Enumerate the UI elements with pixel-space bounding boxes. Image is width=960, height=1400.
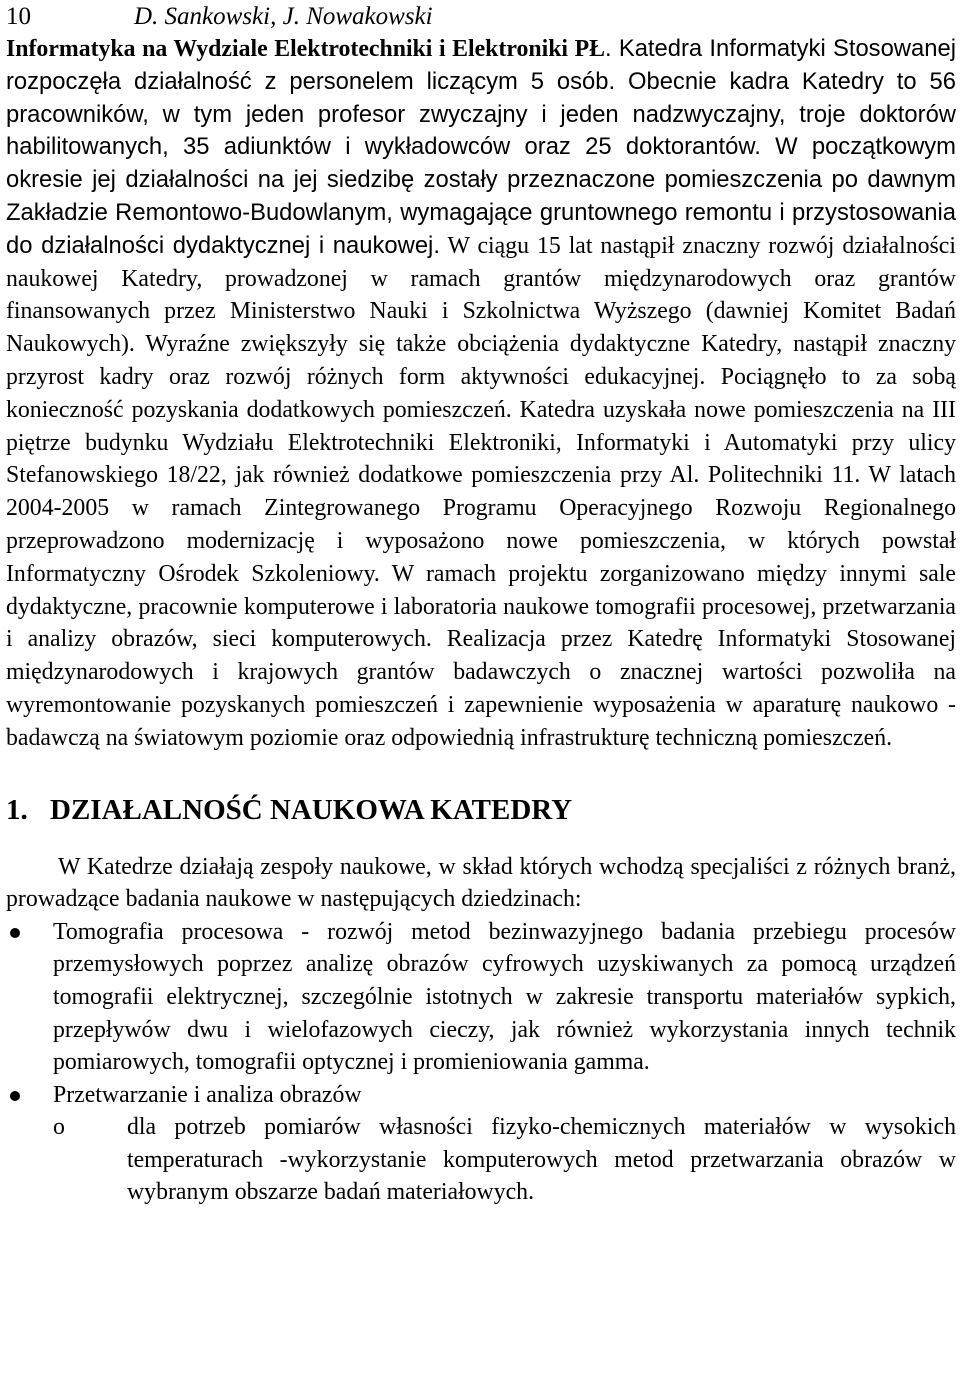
list-item bbox=[6, 916, 956, 1079]
page-header bbox=[6, 0, 956, 33]
intro-sans-text: . Katedra Informatyki Stosowanej rozpoczęła działalność z personelem liczącym 5 osób. Obecnie kadra Katedry to 56 pracowników, w tym jeden profesor zwyczajny i jeden nadzwyczajny, troje doktorów habilitowanych, 35 adiunktów i wykładowców oraz 25 doktorantów. W początkowym okresie jej działalności na jej siedzibę zostały przeznaczone pomieszczenia po dawnym Zakładzie Remontowo-Budowlanym, wymagające gruntownego remontu i przystosowania do działalności dydaktycznej i naukowej. bbox=[6, 35, 956, 259]
intro-serif-text: W ciągu 15 lat nastąpił znaczny rozwój działalności naukowej Katedry, prowadzonej w ramach grantów międzynarodowych oraz grantów finansowanych przez Ministerstwo Nauki i Szkolnictwa Wyższego (dawniej Komitet Badań Naukowych). Wyraźne zwiększyły się także obciążenia dydaktyczne Katedry, nastąpił znaczny przyrost kadry oraz rozwój różnych form aktywności edukacyjnej. Pociągnęło to za sobą konieczność pozyskania dodatkowych pomieszczeń. Katedra uzyskała nowe pomieszczenia na III piętrze budynku Wydziału Elektrotechniki Elektroniki, Informatyki i Automatyki przy ulicy Stefanowskiego 18/22, jak również dodatkowe pomieszczenia przy Al. Politechniki 11. W latach 2004-2005 w ramach Zintegrowanego Programu Operacyjnego Rozwoju Regionalnego przeprowadzono modernizację i wyposażono nowe pomieszczenia, w których powstał Informatyczny Ośrodek Szkoleniowy. W ramach projektu zorganizowano między innymi sale dydaktyczne, pracownie komputerowe i laboratoria naukowe tomografii procesowej, przetwarzania i analizy obrazów, sieci komputerowych. Realizacja przez Katedrę Informatyki Stosowanej międzynarodowych i krajowych grantów badawczych o znacznej wartości pozwoliła na wyremontowanie pozyskanych pomieszczeń i zapewnienie wyposażenia w aparaturę naukowo - badawczą na światowym poziomie oraz odpowiednią infrastrukturę techniczną pomieszczeń. bbox=[6, 232, 956, 751]
list-item bbox=[6, 1079, 956, 1209]
section-number: 1. bbox=[6, 793, 28, 826]
running-head-authors: D. Sankowski, J. Nowakowski bbox=[134, 3, 433, 30]
intro-paragraph bbox=[6, 33, 956, 755]
list-item-text: Tomografia procesowa - rozwój metod bezinwazyjnego badania przebiegu procesów przemysłowych poprzez analizę obrazów cyfrowych uzyskiwanych za pomocą urządzeń tomografii elektrycznej, szczególnie istotnych w zakresie transportu materiałów sypkich, przepływów dwu i wielofazowych cieczy, jak również wykorzystania innych technik pomiarowych, tomografii optycznej i promieniowania gamma. bbox=[53, 918, 956, 1076]
document-page bbox=[6, 0, 956, 1209]
page-number: 10 bbox=[6, 3, 31, 30]
research-areas-list bbox=[6, 916, 956, 1209]
bullet-icon bbox=[10, 1091, 20, 1101]
intro-bold-lead: Informatyka na Wydziale Elektrotechniki i Elektroniki PŁ bbox=[6, 36, 605, 62]
sub-list-item-text: dla potrzeb pomiarów własności fizyko-chemicznych materiałów w wysokich temperaturach -wykorzystanie komputerowych metod przetwarzania obrazów w wybranym obszarze badań materiałowych. bbox=[127, 1114, 956, 1206]
list-item-text: Przetwarzanie i analiza obrazów bbox=[53, 1081, 362, 1108]
sub-list-item bbox=[53, 1111, 956, 1209]
section-heading bbox=[6, 793, 956, 827]
section-title: DZIAŁALNOŚĆ NAUKOWA KATEDRY bbox=[50, 793, 573, 826]
sub-list bbox=[53, 1111, 956, 1209]
lead-paragraph: W Katedrze działają zespoły naukowe, w skład których wchodzą specjaliści z różnych branż, prowadzące badania naukowe w następujących dziedzinach: bbox=[6, 853, 956, 913]
circle-bullet-icon: o bbox=[53, 1114, 65, 1141]
bullet-icon bbox=[10, 928, 20, 938]
